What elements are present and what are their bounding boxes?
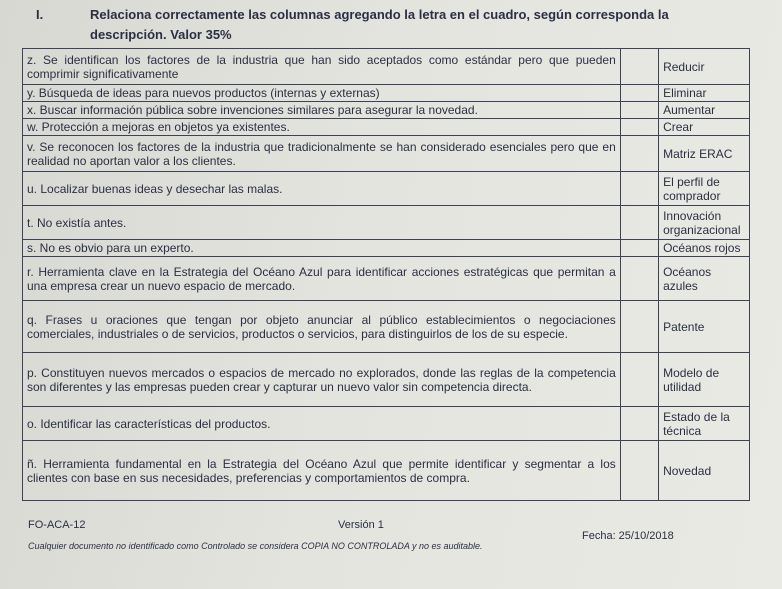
form-date: Fecha: 25/10/2018 bbox=[582, 530, 674, 542]
control-note: Cualquier documento no identificado como Controlado se considera COPIA NO CONTROLADA y no es auditable. bbox=[28, 541, 483, 551]
table-row bbox=[23, 407, 750, 441]
option-cell: Aumentar bbox=[659, 102, 750, 119]
table-row bbox=[23, 119, 750, 136]
table-row bbox=[23, 441, 750, 501]
option-cell: Crear bbox=[659, 119, 750, 136]
description-cell: t. No existía antes. bbox=[23, 206, 621, 240]
description-cell: y. Búsqueda de ideas para nuevos productos (internas y externas) bbox=[23, 85, 621, 102]
matching-table bbox=[22, 48, 750, 501]
description-cell: ñ. Herramienta fundamental en la Estrategia del Océano Azul que permite identificar y segmentar a los clientes con base en sus necesidades, preferencias y comportamientos de compra. bbox=[23, 441, 621, 501]
answer-box[interactable] bbox=[620, 441, 658, 501]
instructions-line-2: descripción. Valor 35% bbox=[90, 27, 232, 42]
answer-box[interactable] bbox=[620, 240, 658, 257]
option-cell: Océanos azules bbox=[659, 257, 750, 301]
instructions-line-1: Relaciona correctamente las columnas agregando la letra en el cuadro, según corresponda la bbox=[90, 7, 669, 22]
section-number: I. bbox=[36, 7, 44, 22]
table-row bbox=[23, 85, 750, 102]
answer-box[interactable] bbox=[620, 119, 658, 136]
option-cell: Innovación organizacional bbox=[659, 206, 750, 240]
answer-box[interactable] bbox=[620, 136, 658, 172]
answer-box[interactable] bbox=[620, 301, 658, 353]
answer-box[interactable] bbox=[620, 353, 658, 407]
option-cell: El perfil de comprador bbox=[659, 172, 750, 206]
description-cell: x. Buscar información pública sobre invenciones similares para asegurar la novedad. bbox=[23, 102, 621, 119]
description-cell: q. Frases u oraciones que tengan por objeto anunciar al público establecimientos o negociaciones comerciales, industriales o de servicios, productos o servicios, para distinguirlos de los de su especie. bbox=[23, 301, 621, 353]
table-row bbox=[23, 353, 750, 407]
option-cell: Estado de la técnica bbox=[659, 407, 750, 441]
answer-box[interactable] bbox=[620, 85, 658, 102]
answer-box[interactable] bbox=[620, 49, 658, 85]
answer-box[interactable] bbox=[620, 257, 658, 301]
table-row bbox=[23, 172, 750, 206]
option-cell: Novedad bbox=[659, 441, 750, 501]
description-cell: z. Se identifican los factores de la industria que han sido aceptados como estándar pero que pueden comprimir significativamente bbox=[23, 49, 621, 85]
description-cell: u. Localizar buenas ideas y desechar las malas. bbox=[23, 172, 621, 206]
answer-box[interactable] bbox=[620, 172, 658, 206]
option-cell: Modelo de utilidad bbox=[659, 353, 750, 407]
option-cell: Océanos rojos bbox=[659, 240, 750, 257]
document-footer bbox=[22, 519, 750, 555]
description-cell: p. Constituyen nuevos mercados o espacios de mercado no explorados, donde las reglas de la competencia son diferentes y las empresas pueden crear y capturar un nuevo valor sin competencia directa. bbox=[23, 353, 621, 407]
table-row bbox=[23, 102, 750, 119]
option-cell: Matriz ERAC bbox=[659, 136, 750, 172]
form-code: FO-ACA-12 bbox=[28, 519, 86, 531]
table-row bbox=[23, 301, 750, 353]
description-cell: w. Protección a mejoras en objetos ya existentes. bbox=[23, 119, 621, 136]
description-cell: v. Se reconocen los factores de la industria que tradicionalmente se han considerado esenciales pero que en realidad no aportan valor a los clientes. bbox=[23, 136, 621, 172]
answer-box[interactable] bbox=[620, 102, 658, 119]
table-row bbox=[23, 206, 750, 240]
description-cell: s. No es obvio para un experto. bbox=[23, 240, 621, 257]
answer-box[interactable] bbox=[620, 407, 658, 441]
option-cell: Eliminar bbox=[659, 85, 750, 102]
table-row bbox=[23, 257, 750, 301]
answer-box[interactable] bbox=[620, 206, 658, 240]
description-cell: r. Herramienta clave en la Estrategia del Océano Azul para identificar acciones estratégicas que permitan a una empresa crear un nuevo espacio de mercado. bbox=[23, 257, 621, 301]
table-row bbox=[23, 240, 750, 257]
matching-table-body bbox=[23, 49, 750, 501]
option-cell: Reducir bbox=[659, 49, 750, 85]
description-cell: o. Identificar las características del productos. bbox=[23, 407, 621, 441]
table-row bbox=[23, 136, 750, 172]
form-version: Versión 1 bbox=[338, 519, 384, 531]
table-row bbox=[23, 49, 750, 85]
option-cell: Patente bbox=[659, 301, 750, 353]
